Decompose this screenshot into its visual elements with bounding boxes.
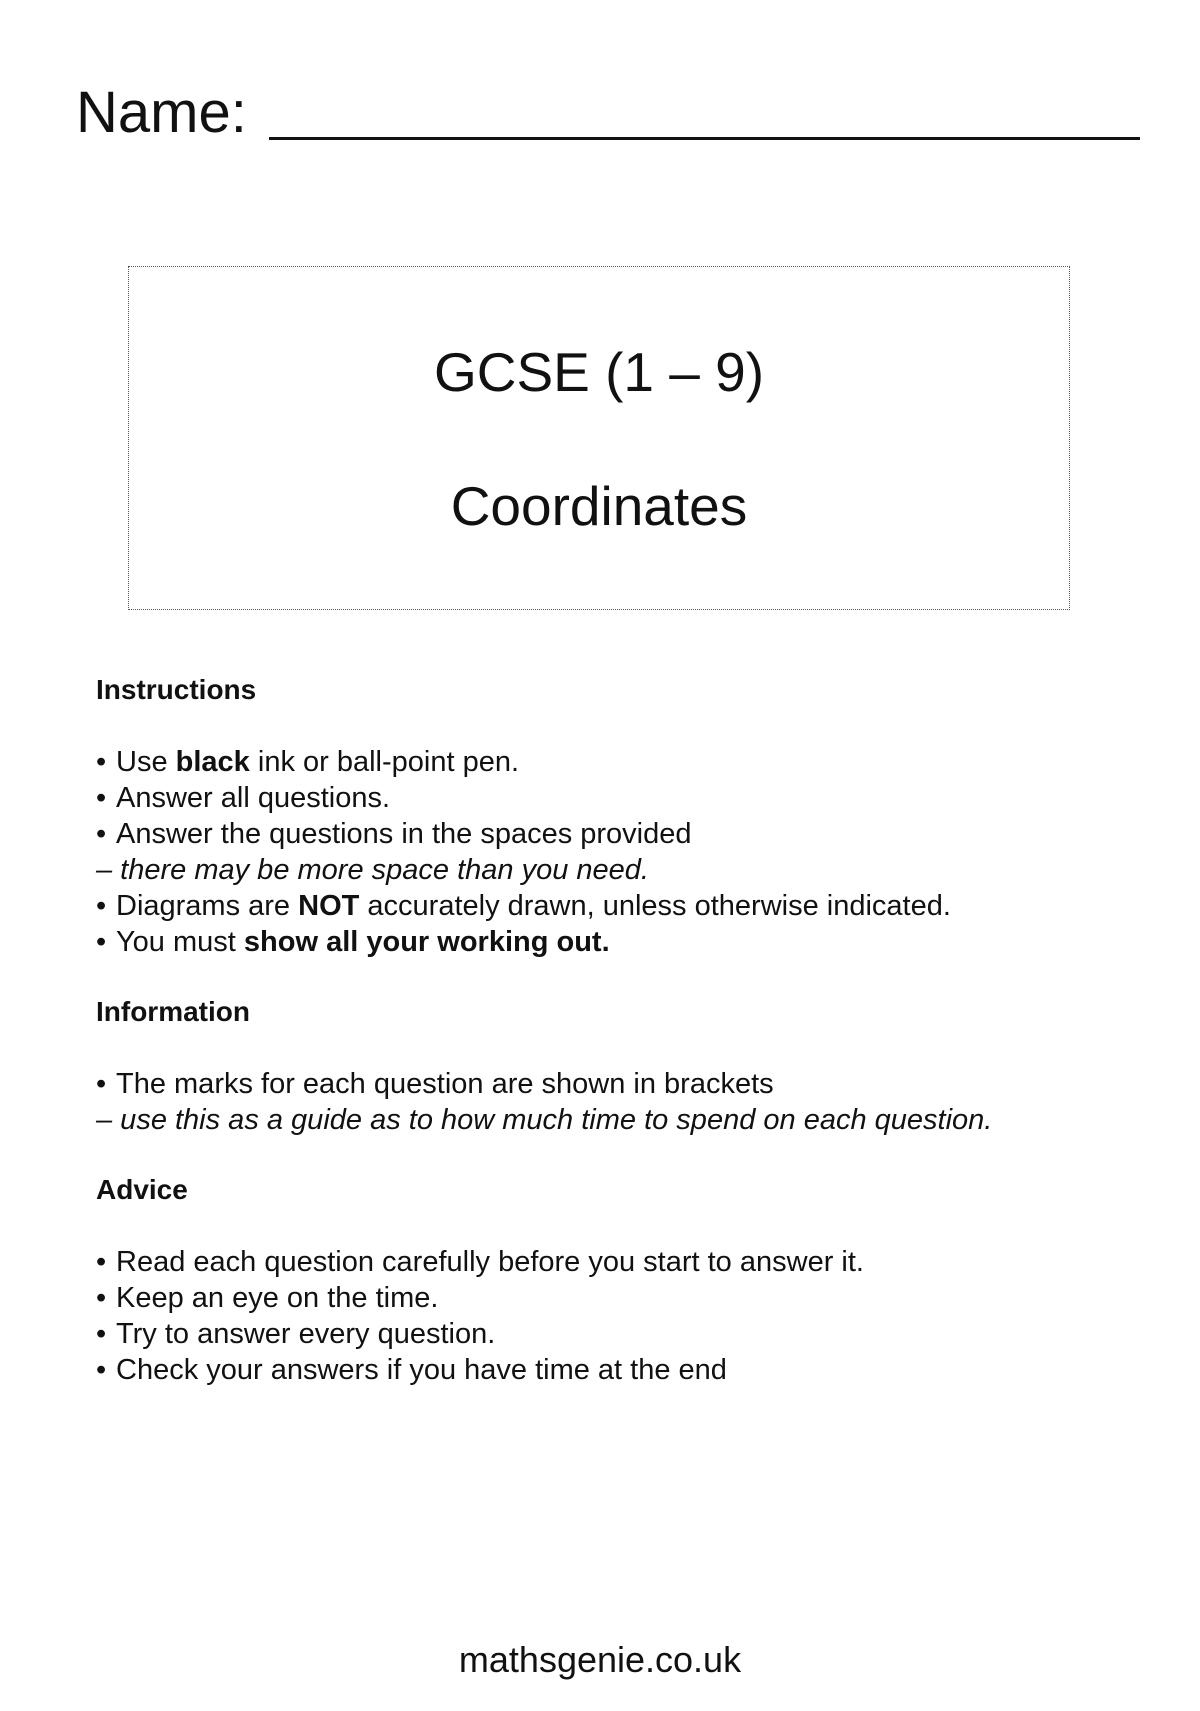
name-label: Name:: [76, 80, 247, 145]
list-item: • Keep an eye on the time.: [96, 1282, 439, 1314]
list-item: • Use black ink or ball-point pen.: [96, 746, 520, 778]
instructions-list: [96, 744, 1156, 960]
instructions-content: [96, 676, 1156, 1388]
list-item: • Check your answers if you have time at the end: [96, 1354, 727, 1386]
list-item: • Answer the questions in the spaces provided: [96, 818, 692, 850]
list-item: • Try to answer every question.: [96, 1318, 496, 1350]
information-list: [96, 1066, 1156, 1138]
exam-level-title: GCSE (1 – 9): [433, 341, 765, 403]
list-note: – use this as a guide as to how much time to spend on each question.: [96, 1104, 993, 1136]
topic-title: Coordinates: [450, 475, 748, 537]
title-box: [128, 266, 1070, 610]
list-item: • The marks for each question are shown in brackets: [96, 1068, 774, 1100]
advice-heading: Advice: [96, 1174, 188, 1205]
footer-website: mathsgenie.co.uk: [458, 1639, 742, 1680]
name-field: [76, 80, 1140, 145]
information-heading: Information: [96, 996, 250, 1027]
list-item: • Read each question carefully before you start to answer it.: [96, 1246, 864, 1278]
instructions-heading: Instructions: [96, 674, 257, 705]
list-note: – there may be more space than you need.: [96, 854, 649, 886]
advice-list: [96, 1244, 1156, 1388]
list-item: • Answer all questions.: [96, 782, 391, 814]
list-item: • Diagrams are NOT accurately drawn, unless otherwise indicated.: [96, 890, 951, 922]
name-underline: [269, 137, 1140, 140]
list-item: • You must show all your working out.: [96, 926, 610, 958]
